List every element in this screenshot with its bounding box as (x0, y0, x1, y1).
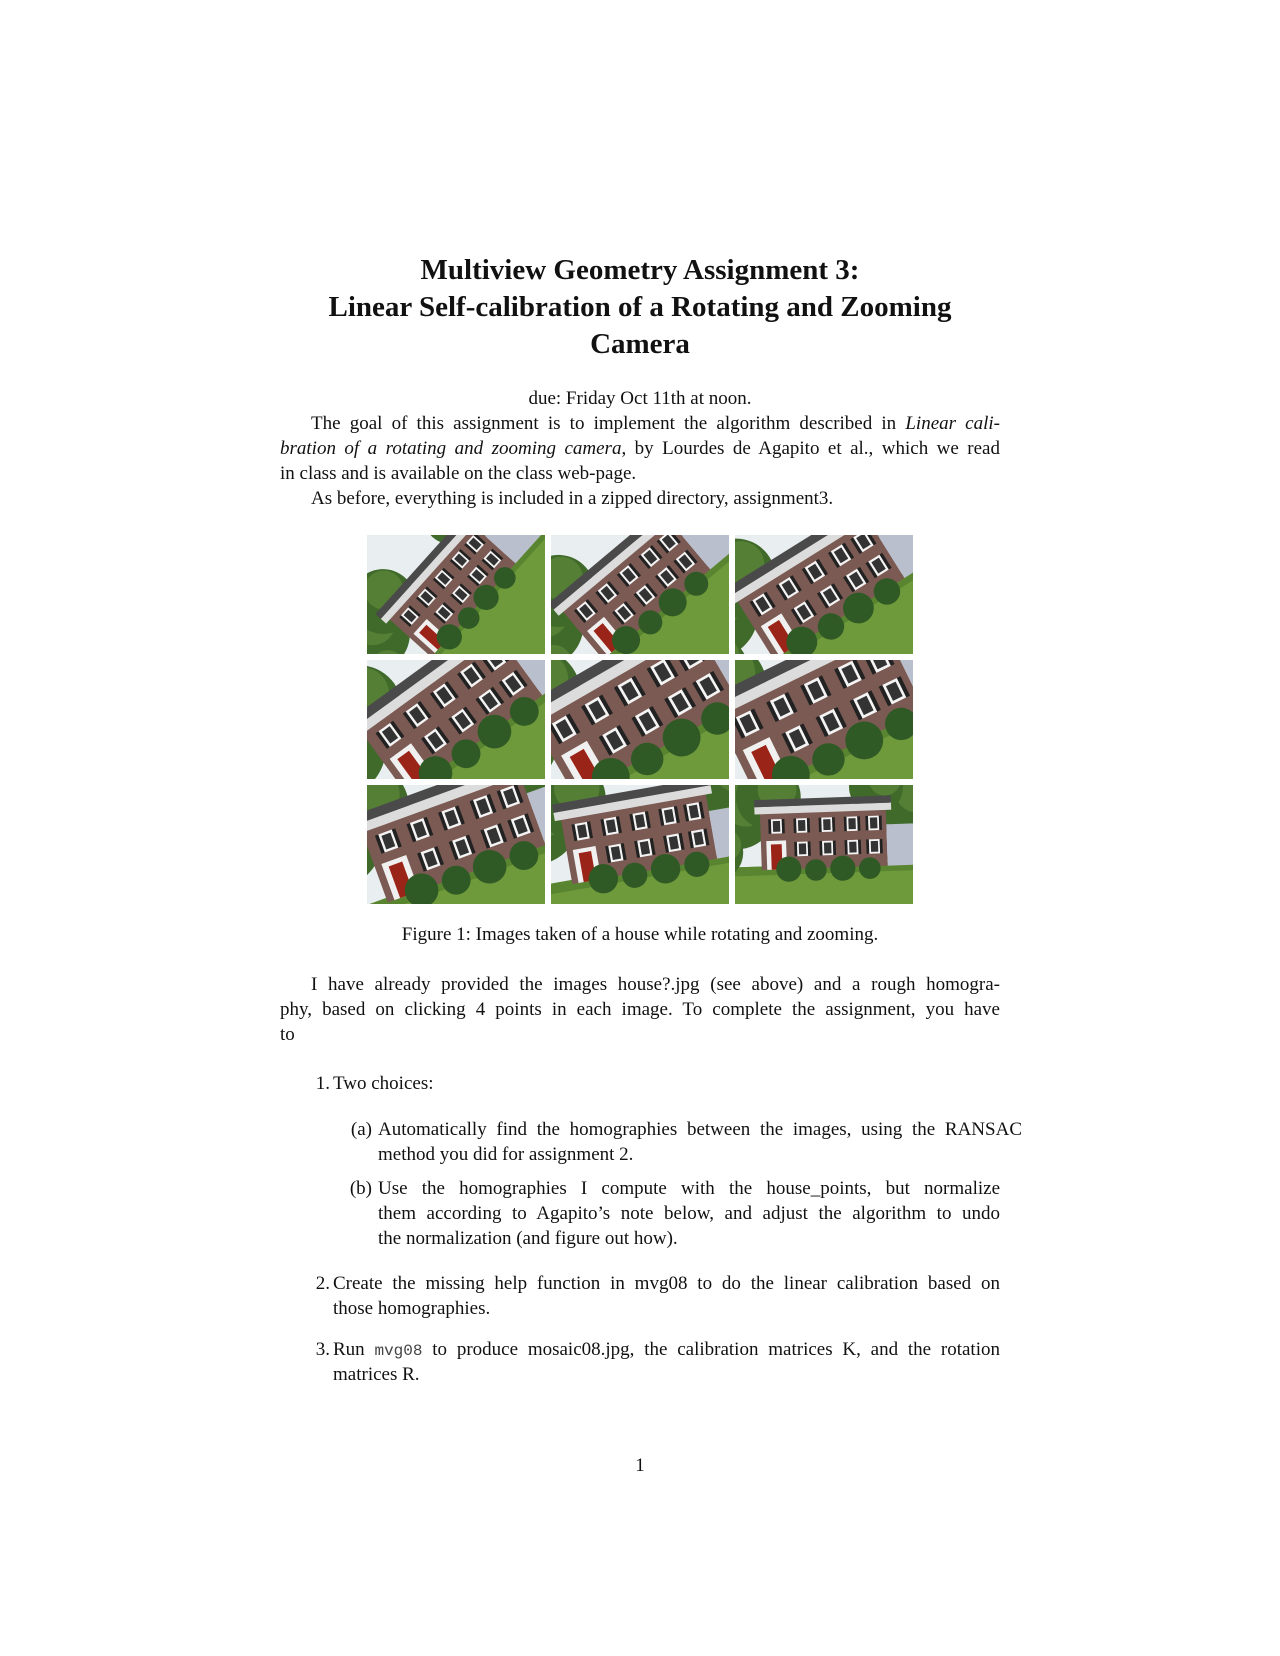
list-item-1a-line-1: Automatically find the homographies between the images, using the RANSAC (378, 1119, 1022, 1140)
list-item-3-text: to produce mosaic08.jpg, the calibration matrices K, and the rotation (422, 1339, 1000, 1360)
figure-caption: Figure 1: Images taken of a house while rotating and zooming. (401, 924, 879, 945)
house-photo (735, 660, 913, 779)
house-photo (551, 535, 729, 654)
house-photo (735, 535, 913, 654)
house-photo (367, 660, 545, 779)
paper-title (280, 252, 1000, 363)
list-item-3 (333, 1337, 1000, 1387)
house-photo (735, 785, 913, 904)
intro-line-2 (280, 436, 1000, 461)
list-item-3-text: Run (333, 1339, 375, 1360)
house-photo (551, 660, 729, 779)
house-photo (367, 535, 545, 654)
house-photo (551, 785, 729, 904)
figure-image-grid (367, 535, 913, 898)
title-line-1: Multiview Geometry Assignment 3: (420, 254, 860, 286)
due-date: due: Friday Oct 11th at noon. (528, 388, 752, 409)
code-command: mvg08 (374, 1342, 423, 1360)
second-paragraph-line: As before, everything is included in a zipped directory, assignment3. (311, 488, 834, 509)
list-number: 3. (315, 1339, 330, 1360)
intro-text: , by Lourdes de Agapito et al., which we read (621, 438, 1000, 459)
instructions-line-3: to (280, 1024, 295, 1045)
list-item-1b-line-2: them according to Agapito’s note below, and adjust the algorithm to undo (378, 1203, 1000, 1224)
title-line-3: Camera (590, 328, 690, 360)
list-item-2-line-2: those homographies. (333, 1298, 491, 1319)
list-item-1: Two choices: (333, 1073, 434, 1094)
instructions-line-1: I have already provided the images house?.jpg (see above) and a rough homogra- (311, 974, 1000, 995)
instructions-paragraph (280, 972, 1000, 1047)
sublist-label: (a) (350, 1119, 372, 1140)
list-item-2-line-1: Create the missing help function in mvg08 to do the linear calibration based on (333, 1273, 1000, 1294)
second-paragraph (280, 486, 1000, 511)
intro-paragraph (280, 411, 1000, 486)
list-item-1a (378, 1117, 1022, 1167)
paper-reference-italic: bration of a rotating and zooming camera (280, 438, 622, 459)
sublist-label: (b) (349, 1178, 372, 1199)
list-item-3-line-1 (333, 1337, 1000, 1362)
intro-text: The goal of this assignment is to implement the algorithm described in (311, 413, 906, 434)
intro-line-3: in class and is available on the class web-page. (280, 463, 637, 484)
list-item-3-line-2: matrices R. (333, 1364, 420, 1385)
paper-reference-italic: Linear cali- (905, 413, 1000, 434)
list-item-1b-line-1: Use the homographies I compute with the house_points, but normalize (378, 1178, 1000, 1199)
title-line-2: Linear Self-calibration of a Rotating and Zooming (328, 291, 952, 323)
instructions-line-2: phy, based on clicking 4 points in each image. To complete the assignment, you have (280, 999, 1000, 1020)
intro-line-1 (280, 411, 1000, 436)
page-number: 1 (635, 1455, 645, 1476)
list-number: 2. (315, 1273, 330, 1294)
list-item-1a-line-2: method you did for assignment 2. (378, 1144, 634, 1165)
list-item-2 (333, 1271, 1000, 1321)
list-item-1b (378, 1176, 1000, 1251)
list-number: 1. (315, 1073, 330, 1094)
list-item-1b-line-3: the normalization (and figure out how). (378, 1228, 678, 1249)
house-photo (367, 785, 545, 904)
